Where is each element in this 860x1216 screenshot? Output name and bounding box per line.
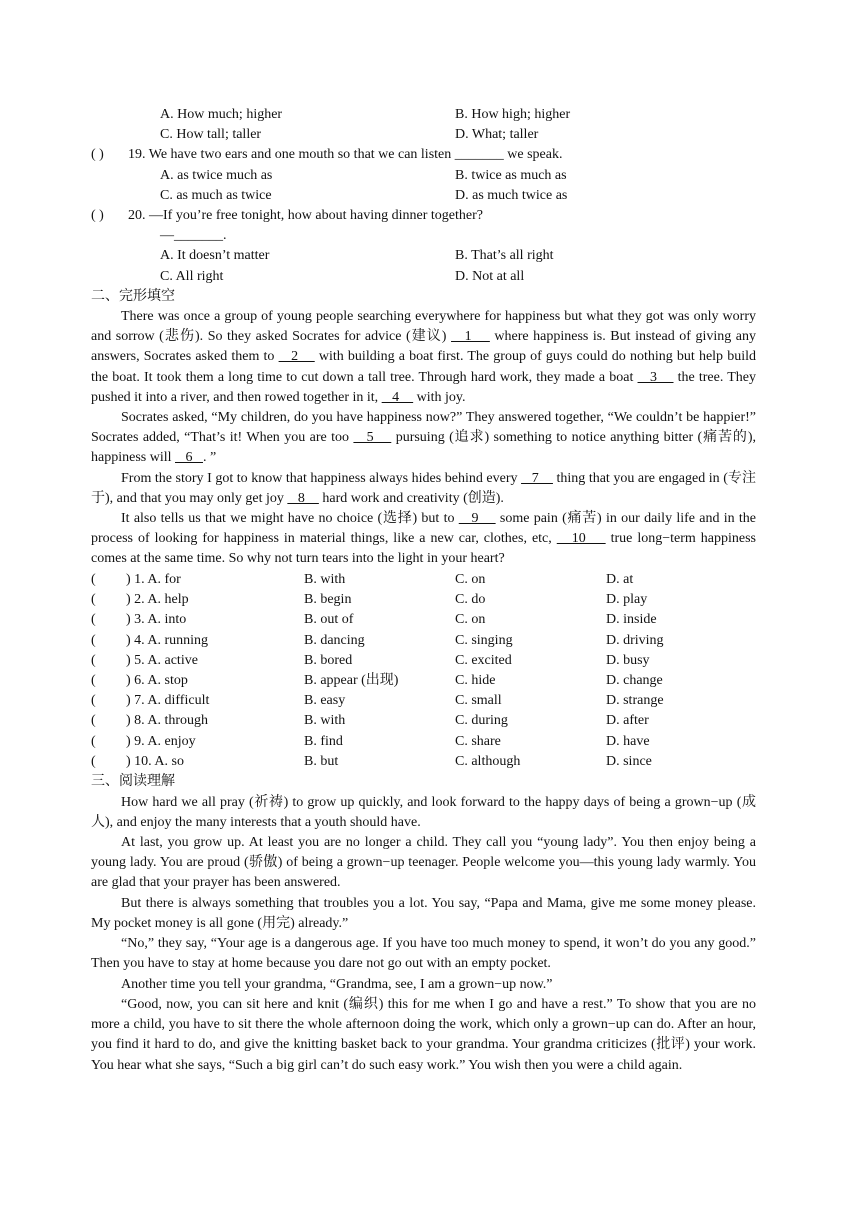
passage-paragraph: It also tells us that we might have no choice (选择) but to 9 some pain (痛苦) in our daily life and in the process of looking for happiness in material things, like a new car, clothes, etc, 10 true long−term happiness comes at the same time. So why not turn tears into the light in your heart? bbox=[91, 511, 757, 567]
option-d: D. What; taller bbox=[455, 127, 539, 142]
choice-d: D. strange bbox=[606, 693, 664, 708]
blank-5: 5 bbox=[353, 430, 392, 446]
passage-paragraph: There was once a group of young people searching everywhere for happiness but what they got was only worry and sorrow (悲伤). So they asked Socrates for advice (建议) 1 where happiness is. But instead of giving any answers, Socrates asked them to 2 with building a boat first. The group of guys could do nothing but help build the boat. It took them a long time to cut down a tall tree. Through hard work, they made a boat 3 the tree. They pushed it into a river, and then rowed together in it, 4 with joy. bbox=[91, 309, 757, 405]
question-stem: 20. —If you’re free tonight, how about having dinner together? bbox=[128, 208, 483, 223]
option-b: B. twice as much as bbox=[455, 168, 567, 183]
choice-c: C. small bbox=[455, 693, 502, 708]
choice-a: ) 5. A. active bbox=[126, 653, 198, 668]
choice-a: ) 7. A. difficult bbox=[126, 693, 210, 708]
option-a: A. It doesn’t matter bbox=[160, 248, 270, 263]
option-a: A. as twice much as bbox=[160, 168, 273, 183]
option-b: B. That’s all right bbox=[455, 248, 554, 263]
passage-paragraph: Socrates asked, “My children, do you have happiness now?” They answered together, “We couldn’t be happier!” Socrates added, “That’s it! When you are too 5 pursuing (追求) something to notice anything bitter (痛苦的), happiness will 6 . ” bbox=[91, 410, 756, 466]
choice-a: ) 3. A. into bbox=[126, 612, 187, 627]
choice-c: C. during bbox=[455, 713, 508, 728]
choice-d: D. since bbox=[606, 754, 652, 769]
blank-2: 2 bbox=[278, 349, 315, 365]
answer-paren: ( bbox=[91, 673, 96, 688]
answer-paren: ( bbox=[91, 572, 96, 587]
passage-paragraph: But there is always something that troubles you a lot. You say, “Papa and Mama, give me some money please. My pocket money is all gone (用完) already.” bbox=[91, 896, 756, 932]
choice-b: B. with bbox=[304, 713, 346, 728]
choice-c: C. on bbox=[455, 612, 486, 627]
answer-paren: ( bbox=[91, 754, 96, 769]
option-a: A. How much; higher bbox=[160, 107, 283, 122]
answer-paren: ( bbox=[91, 713, 96, 728]
choice-c: C. share bbox=[455, 734, 501, 749]
blank-7: 7 bbox=[521, 471, 553, 486]
choice-a: ) 1. A. for bbox=[126, 572, 181, 587]
passage-paragraph: At last, you grow up. At least you are no longer a child. They call you “young lady”. You then enjoy being a young lady. You are proud (骄傲) of being a grown−up teenager. People welcome you—this young lady warmly. You are glad that your prayer has been answered. bbox=[91, 835, 756, 891]
choice-c: C. although bbox=[455, 754, 521, 769]
passage-paragraph: “No,” they say, “Your age is a dangerous age. If you have too much money to spend, it won’t do you any good.” Then you have to stay at home because you dare not go out with an empty pocket. bbox=[91, 936, 756, 972]
choice-c: C. singing bbox=[455, 633, 513, 648]
answer-paren: ( ) bbox=[91, 208, 104, 223]
question-stem: 19. We have two ears and one mouth so that we can listen _______ we speak. bbox=[128, 147, 563, 162]
option-c: C. as much as twice bbox=[160, 188, 272, 203]
choice-b: B. out of bbox=[304, 612, 354, 627]
answer-paren: ( bbox=[91, 734, 96, 749]
passage-paragraph: From the story I got to know that happiness always hides behind every 7 thing that you are engaged in (专注于), and that you may only get joy 8 hard work and creativity (创造). bbox=[91, 471, 756, 507]
section-heading: 二、完形填空 bbox=[91, 289, 175, 304]
blank-6: 6 bbox=[175, 450, 203, 466]
choice-a: ) 9. A. enjoy bbox=[126, 734, 196, 749]
choice-d: D. driving bbox=[606, 633, 664, 648]
blank-10: 10 bbox=[556, 531, 606, 547]
blank-3: 3 bbox=[637, 369, 674, 385]
blank-9: 9 bbox=[458, 511, 496, 526]
choice-b: B. bored bbox=[304, 653, 353, 668]
choice-c: C. do bbox=[455, 592, 486, 607]
choice-d: D. have bbox=[606, 734, 650, 749]
option-d: D. as much twice as bbox=[455, 188, 568, 203]
choice-c: C. excited bbox=[455, 653, 512, 668]
choice-d: D. inside bbox=[606, 612, 657, 627]
choice-d: D. play bbox=[606, 592, 648, 607]
passage-paragraph: Another time you tell your grandma, “Grandma, see, I am a grown−up now.” bbox=[121, 977, 553, 992]
choice-b: B. dancing bbox=[304, 633, 365, 648]
choice-b: B. begin bbox=[304, 592, 352, 607]
choice-b: B. appear (出现) bbox=[304, 673, 399, 688]
choice-b: B. with bbox=[304, 572, 346, 587]
answer-paren: ( bbox=[91, 612, 96, 627]
question-reply: —_______. bbox=[160, 228, 227, 243]
choice-b: B. but bbox=[304, 754, 339, 769]
choice-c: C. on bbox=[455, 572, 486, 587]
answer-paren: ( bbox=[91, 592, 96, 607]
choice-a: ) 4. A. running bbox=[126, 633, 209, 648]
choice-a: ) 8. A. through bbox=[126, 713, 209, 728]
choice-d: D. change bbox=[606, 673, 663, 688]
choice-b: B. find bbox=[304, 734, 343, 749]
answer-paren: ( bbox=[91, 693, 96, 708]
answer-paren: ( bbox=[91, 653, 96, 668]
option-c: C. All right bbox=[160, 269, 224, 284]
choice-a: ) 10. A. so bbox=[126, 754, 184, 769]
answer-paren: ( bbox=[91, 633, 96, 648]
passage-paragraph: How hard we all pray (祈祷) to grow up quickly, and look forward to the happy days of being a grown−up (成人), and enjoy the many interests that a youth should have. bbox=[91, 795, 756, 831]
choice-d: D. after bbox=[606, 713, 649, 728]
blank-1: 1 bbox=[451, 329, 490, 345]
choice-a: ) 2. A. help bbox=[126, 592, 189, 607]
option-d: D. Not at all bbox=[455, 269, 525, 284]
option-c: C. How tall; taller bbox=[160, 127, 262, 142]
passage-paragraph: “Good, now, you can sit here and knit (编织) this for me when I go and have a rest.” To show that you are no more a child, you have to sit there the whole afternoon doing the work, which only a grown−up can do. After an hour, you find it hard to do, and give the knitting basket back to your grandma. Your grandma criticizes (批评) your work. You hear what she says, “Such a big girl can’t do such easy work.” You wish then you were a child again. bbox=[91, 997, 756, 1073]
answer-paren: ( ) bbox=[91, 147, 104, 162]
blank-4: 4 bbox=[381, 389, 414, 405]
choice-d: D. at bbox=[606, 572, 634, 587]
choice-a: ) 6. A. stop bbox=[126, 673, 188, 688]
choice-b: B. easy bbox=[304, 693, 346, 708]
choice-c: C. hide bbox=[455, 673, 496, 688]
blank-8: 8 bbox=[287, 491, 319, 507]
section-heading: 三、阅读理解 bbox=[91, 774, 175, 789]
choice-d: D. busy bbox=[606, 653, 650, 668]
option-b: B. How high; higher bbox=[455, 107, 571, 122]
